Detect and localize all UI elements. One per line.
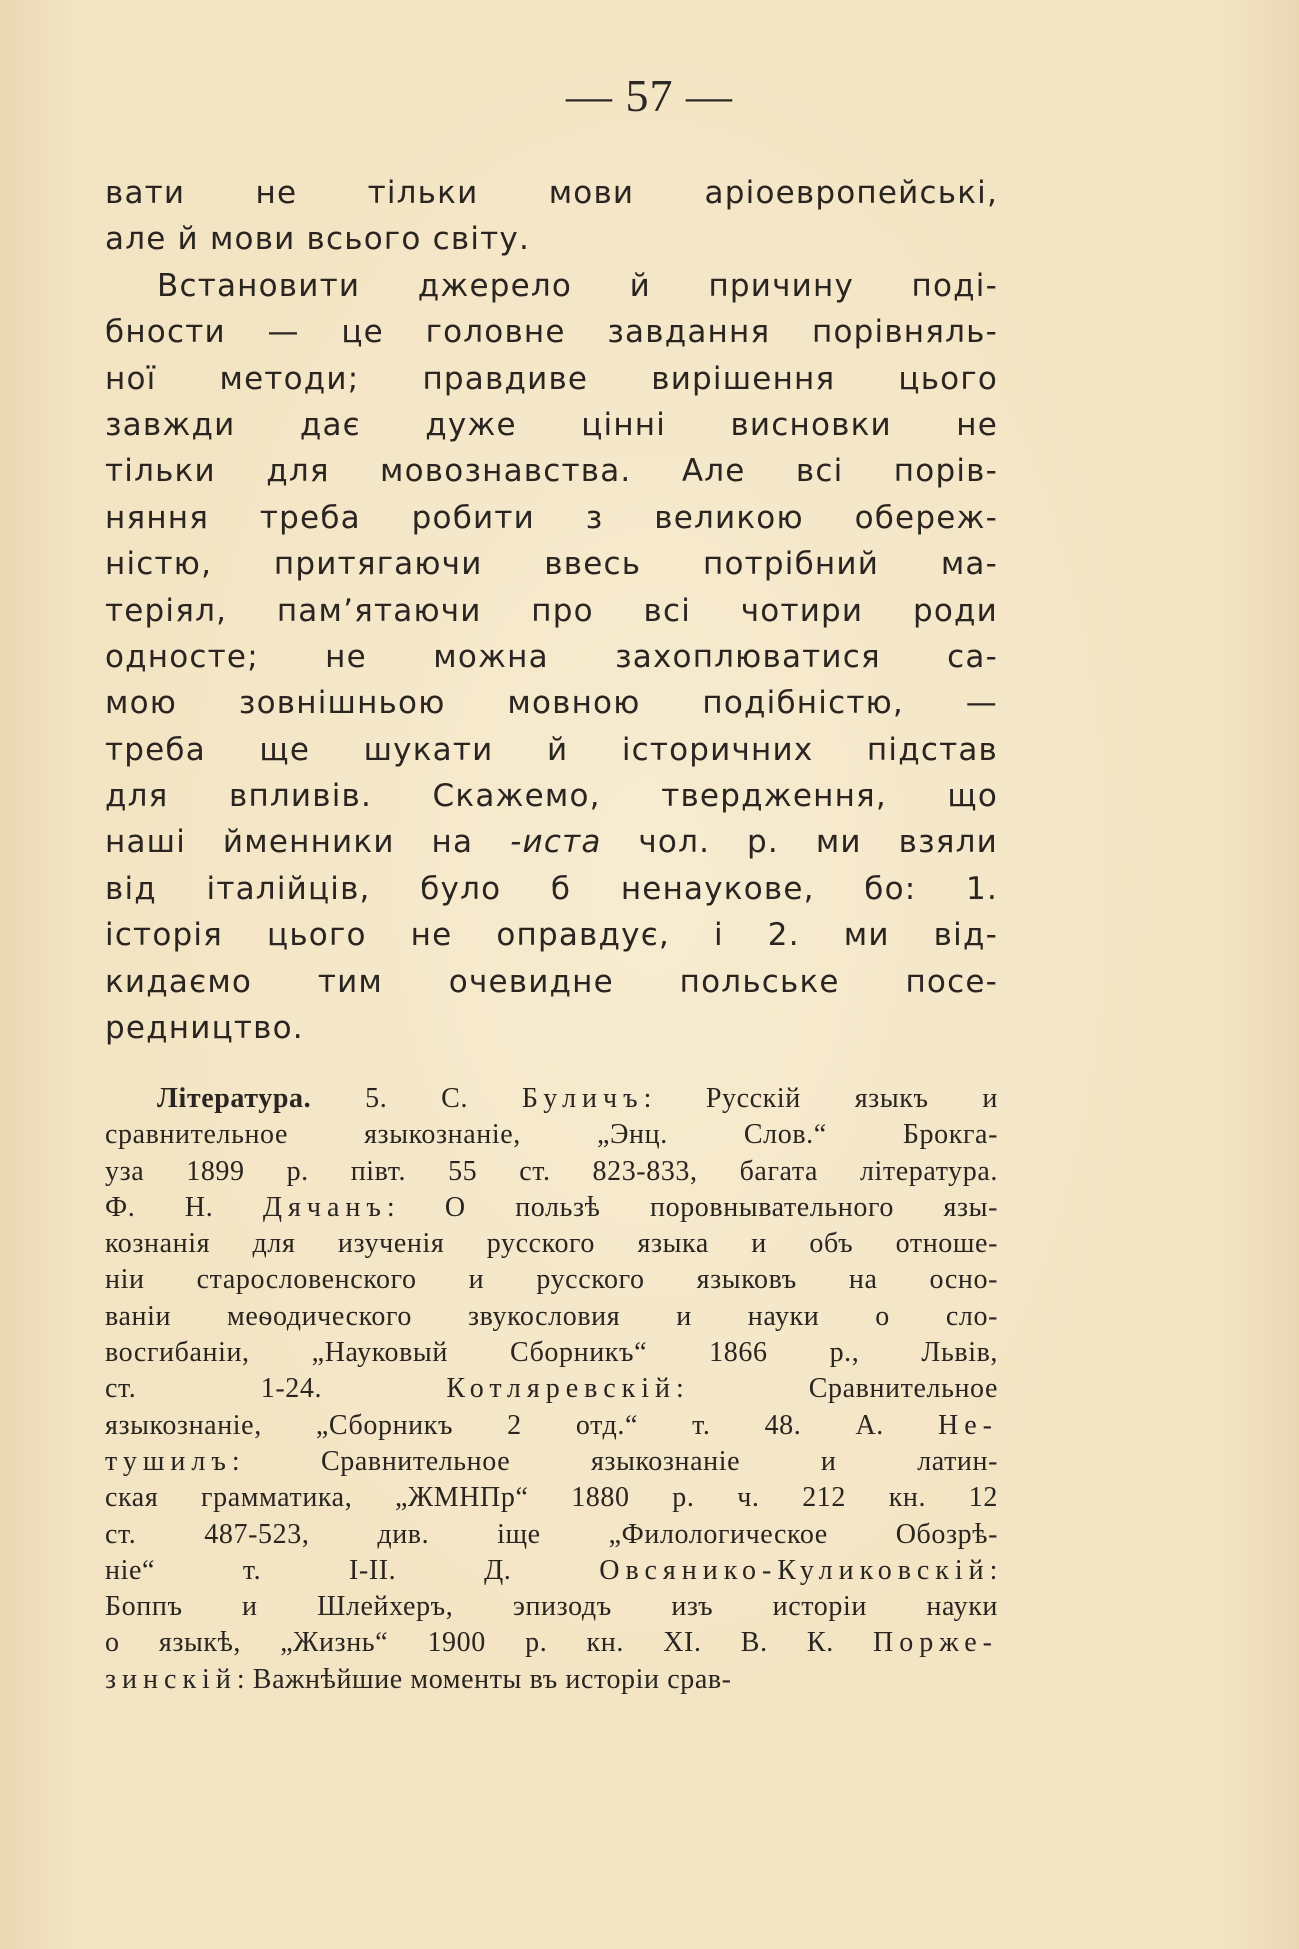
body-line: мою зовнішньою мовною подібністю, — — [105, 685, 998, 722]
author-name: тушилъ — [105, 1445, 232, 1477]
body-line — [105, 819, 998, 865]
main-paragraphs — [105, 170, 998, 1051]
body-line: бности — це головне завдання порівняль- — [105, 314, 998, 351]
author-name: Дячанъ — [262, 1191, 387, 1223]
author-name: Буличъ — [521, 1083, 644, 1114]
body-line: тільки для мовознавства. Але всі порів- — [105, 453, 998, 490]
literature-line: тушилъ: Сравнительное языкознаніе и латин- — [105, 1445, 998, 1477]
body-line: теріял, пам’ятаючи про всі чотири роди — [105, 592, 998, 629]
literature-line: Боппъ и Шлейхеръ, эпизодъ изъ исторіи науки — [105, 1591, 998, 1623]
literature-line: ст. 1-24. Котляревскій: Сравнительное — [105, 1373, 998, 1405]
italic-suffix: -иста — [510, 824, 602, 861]
body-line: вати не тільки мови аріоевропейські, — [105, 175, 998, 211]
literature-line: сравнительное языкознаніе, „Энц. Слов.“ Брокга- — [105, 1119, 998, 1151]
body-line: треба ще шукати й історичних підстав — [105, 731, 998, 768]
literature-line: языкознаніе, „Сборникъ 2 отд.“ т. 48. А. Не- — [105, 1409, 998, 1441]
literature-line: Література. 5. С. Буличъ: Русскій языкъ и — [157, 1083, 998, 1114]
body-line: няння треба робити з великою обереж- — [105, 499, 998, 536]
literature-line: уза 1899 р. півт. 55 ст. 823-833, багата література. — [105, 1155, 998, 1187]
literature-line: зинскій: Важнѣйшие моменты въ исторіи срав- — [105, 1663, 732, 1695]
body-line: ної методи; правдиве вирішення цього — [105, 360, 998, 397]
author-name: зинскій — [105, 1663, 237, 1695]
author-name: Овсянико-Куликовскій — [599, 1554, 990, 1586]
literature-line: о языкѣ, „Жизнь“ 1900 р. кн. XI. В. К. Порже- — [105, 1627, 998, 1659]
literature-line: ст. 487-523, див. іще „Филологическое Обозрѣ- — [105, 1518, 998, 1550]
literature-line: ваніи меѳодического звукословия и науки о сло- — [105, 1300, 998, 1332]
body-line-part: наші йменники на — [105, 824, 511, 861]
body-line: ністю, притягаючи ввесь потрібний ма- — [105, 546, 998, 583]
body-line: Встановити джерело й причину поді- — [157, 267, 998, 304]
body-line: редництво. — [105, 1010, 304, 1047]
literature-section — [105, 1081, 998, 1698]
literature-line: ніе“ т. I-II. Д. Овсянико-Куликовскій: — [105, 1554, 998, 1586]
author-name: Порже- — [873, 1627, 998, 1659]
body-line: від італійців, було б ненаукове, бо: 1. — [105, 870, 998, 907]
body-line: кидаємо тим очевидне польське посе- — [105, 963, 998, 1000]
literature-line: восгибаніи, „Науковый Сборникъ“ 1866 р., Львів, — [105, 1337, 998, 1369]
body-line: односте; не можна захоплюватися са- — [105, 638, 998, 675]
body-line: але й мови всього світу. — [105, 221, 531, 258]
literature-line: кознанія для изученія русского языка и объ отноше- — [105, 1228, 998, 1260]
author-name: Котляревскій — [446, 1373, 676, 1405]
page-number: — 57 — — [566, 70, 733, 121]
author-name: Не- — [938, 1409, 998, 1441]
body-line: для впливів. Скажемо, твердження, що — [105, 778, 998, 815]
literature-line: Ф. Н. Дячанъ: О пользѣ поровнывательного язы- — [105, 1191, 998, 1223]
literature-line: ніи старословенского и русского языковъ на осно- — [105, 1264, 998, 1296]
literature-heading: Література. — [157, 1083, 312, 1114]
body-line: історія цього не оправдує, і 2. ми від- — [105, 917, 998, 954]
body-line: завжди дає дуже цінні висновки не — [105, 406, 998, 443]
literature-line: ская грамматика, „ЖМНПр“ 1880 р. ч. 212 кн. 12 — [105, 1482, 998, 1514]
body-line-part: чол. р. ми взяли — [601, 824, 998, 861]
